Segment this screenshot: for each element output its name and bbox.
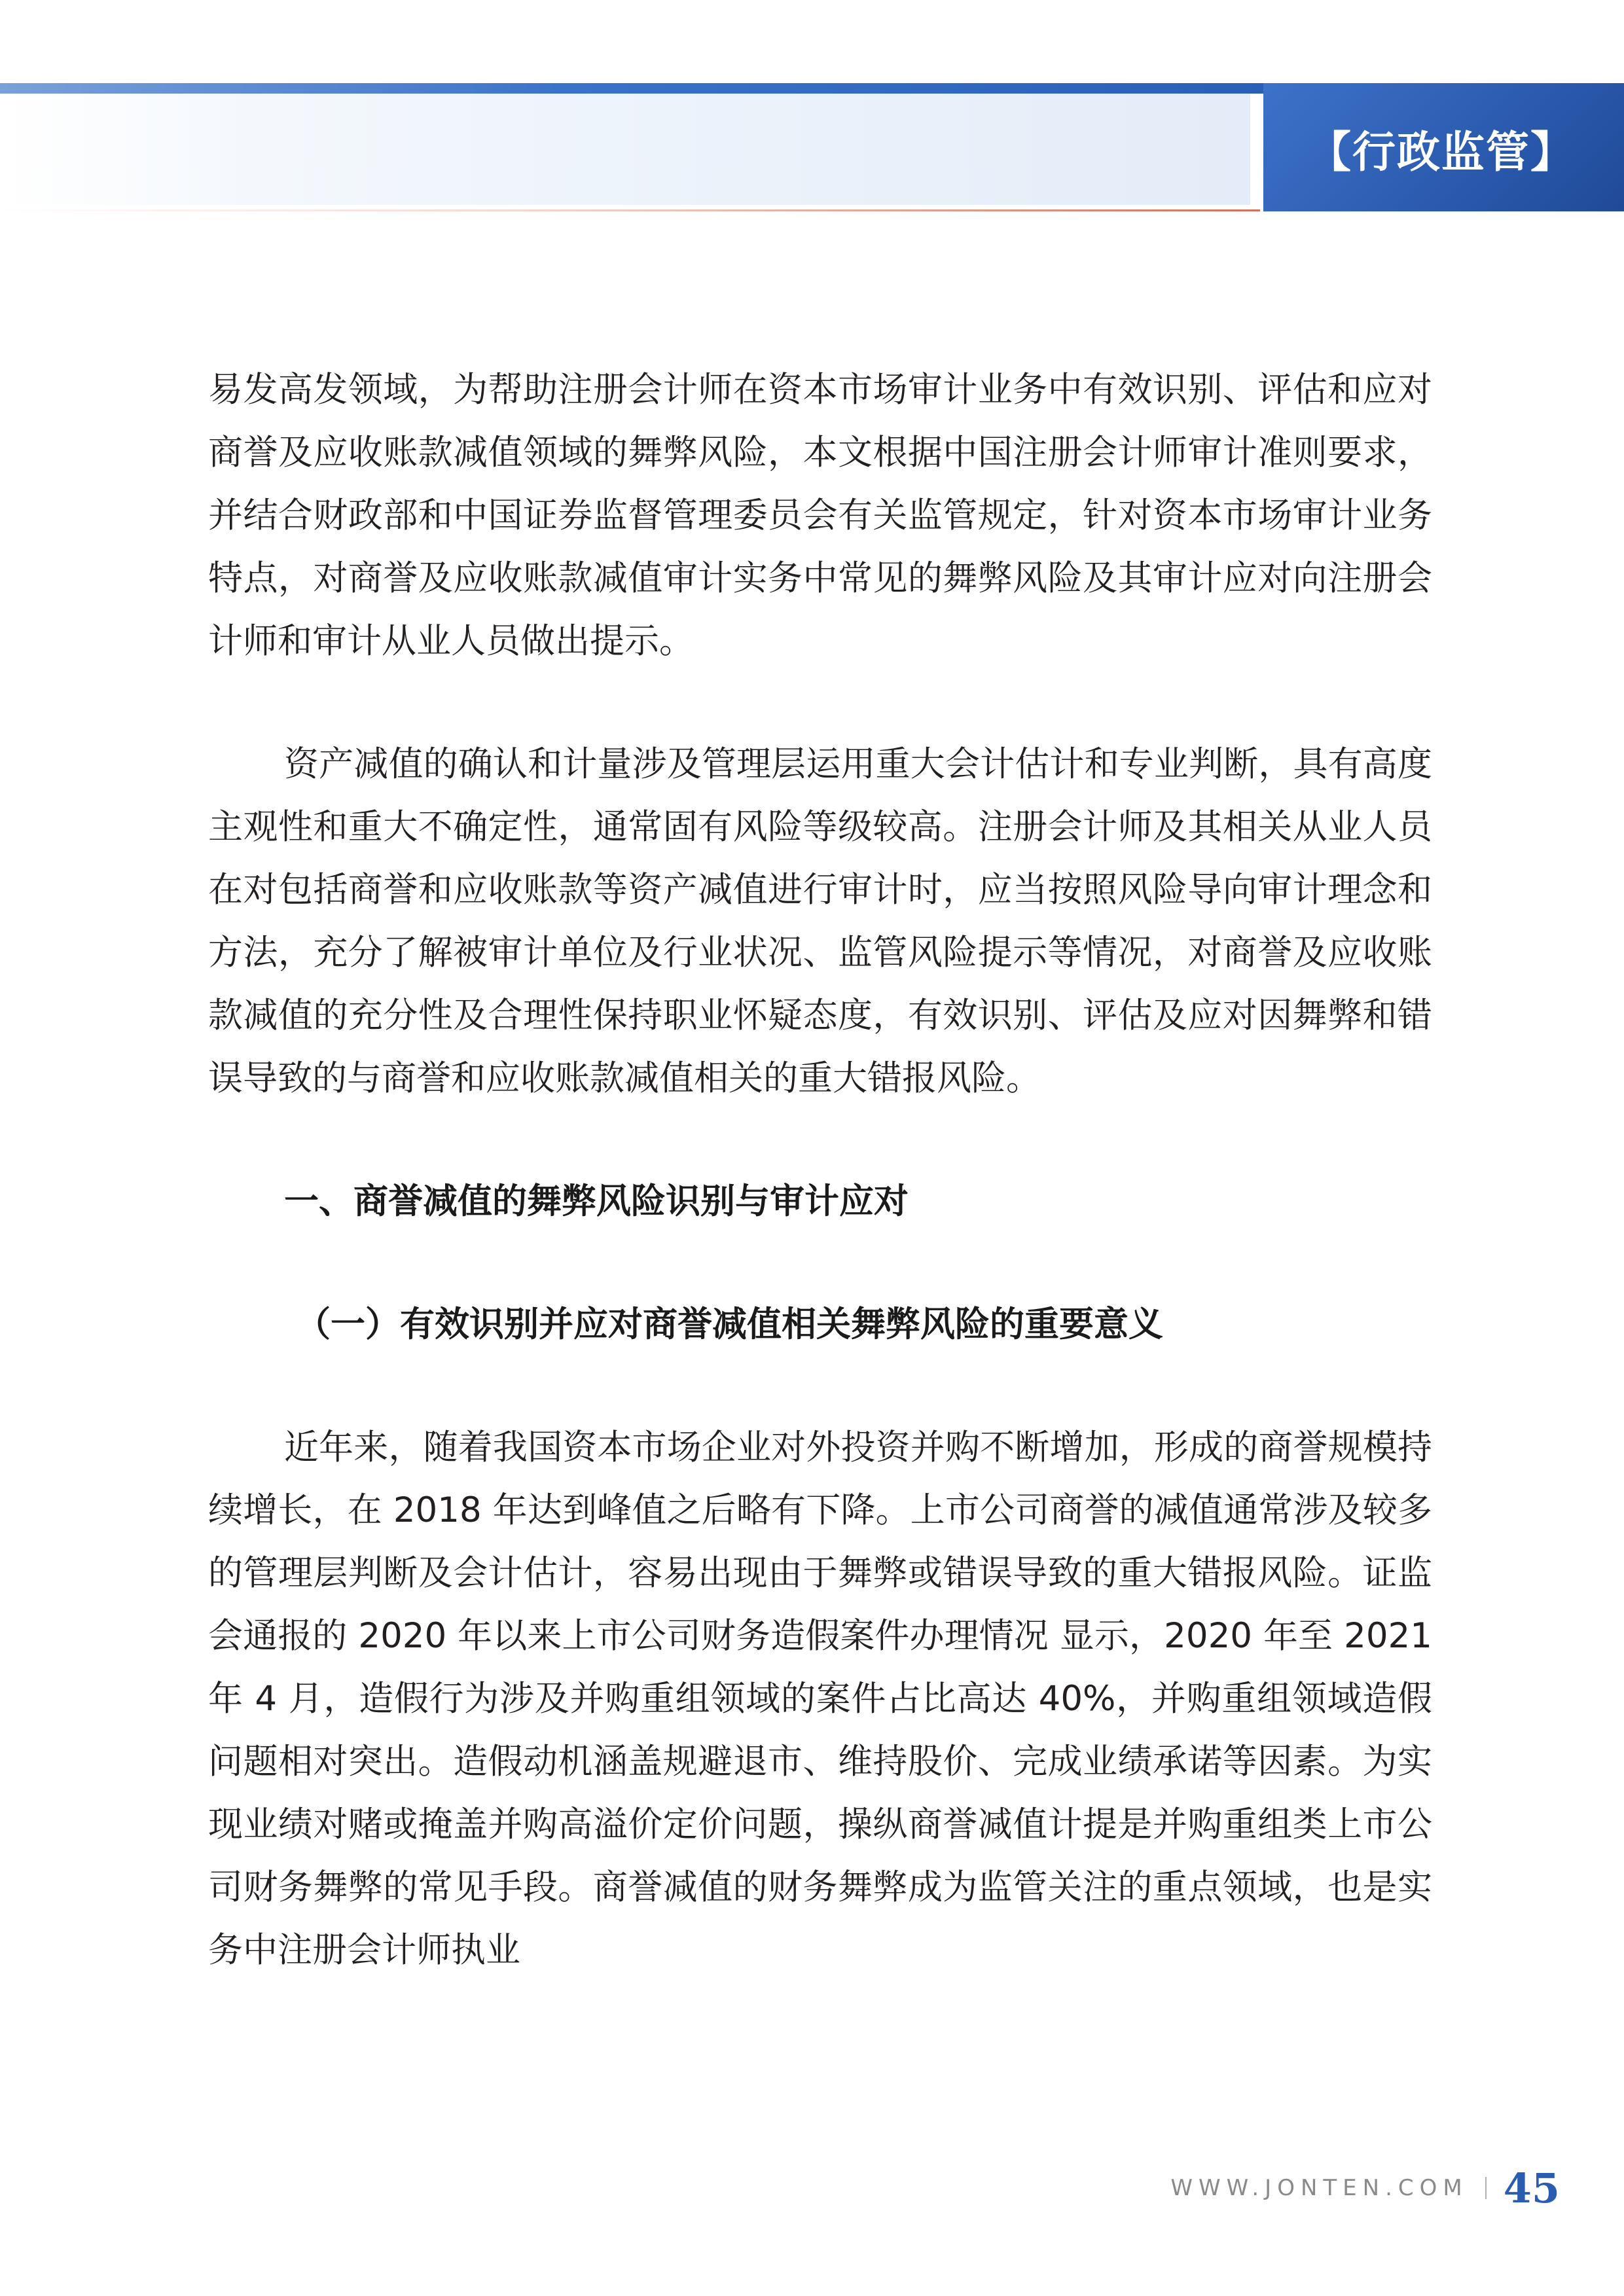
section-heading: 一、商誉减值的舞弊风险识别与审计应对 xyxy=(284,1181,909,1221)
paragraph-2: 资产减值的确认和计量涉及管理层运用重大会计估计和专业判断，具有高度主观性和重大不确定性，通常固有风险等级较高。注册会计师及其相关从业人员在对包括商誉和应收账款等资产减值进行审计时，应当按照风险导向审计理念和方法，充分了解被审计单位及行业状况、监管风险提示等情况，对商誉及应收账款减值的充分性及合理性保持职业怀疑态度，有效识别、评估及应对因舞弊和错误导致的与商誉和应收账款减值相关的重大错报风险。 xyxy=(208,744,1432,1098)
header-band xyxy=(0,94,1250,205)
header-accent-line xyxy=(0,209,1260,211)
page-number: 45 xyxy=(1503,2164,1560,2212)
page-footer xyxy=(1170,2165,1560,2211)
subsection-heading: （一）有效识别并应对商誉减值相关舞弊风险的重要意义 xyxy=(296,1304,1163,1344)
section-tag-label: 【行政监管】 xyxy=(1308,127,1575,177)
header-top-stripe xyxy=(0,83,1263,94)
article-body xyxy=(208,359,1432,1982)
section-tag xyxy=(1263,83,1624,211)
paragraph-gap xyxy=(208,673,1432,733)
footer-website: WWW.JONTEN.COM xyxy=(1170,2175,1468,2201)
paragraph-1: 易发高发领域，为帮助注册会计师在资本市场审计业务中有效识别、评估和应对商誉及应收账款减值领域的舞弊风险，本文根据中国注册会计师审计准则要求，并结合财政部和中国证券监督管理委员会有关监管规定，针对资本市场审计业务特点，对商誉及应收账款减值审计实务中常见的舞弊风险及其审计应对向注册会计师和审计从业人员做出提示。 xyxy=(208,370,1432,661)
paragraph-3: 近年来，随着我国资本市场企业对外投资并购不断增加，形成的商誉规模持续增长，在 2018 年达到峰值之后略有下降。上市公司商誉的减值通常涉及较多的管理层判断及会计估计，容易出现由于舞弊或错误导致的重大错报风险。证监会通报的 2020 年以来上市公司财务造假案件办理情况 显示，2020 年至 2021 年 4 月，造假行为涉及并购重组领域的案件占比高达 40%，并购重组领域造假问题相对突出。造假动机涵盖规避退市、维持股价、完成业绩承诺等因素。为实现业绩对赌或掩盖并购高溢价定价问题，操纵商誉减值计提是并购重组类上市公司财务舞弊的常见手段。商誉减值的财务舞弊成为监管关注的重点领域，也是实务中注册会计师执业 xyxy=(208,1427,1432,1970)
footer-divider xyxy=(1485,2177,1487,2199)
paragraph-gap xyxy=(208,1356,1432,1416)
